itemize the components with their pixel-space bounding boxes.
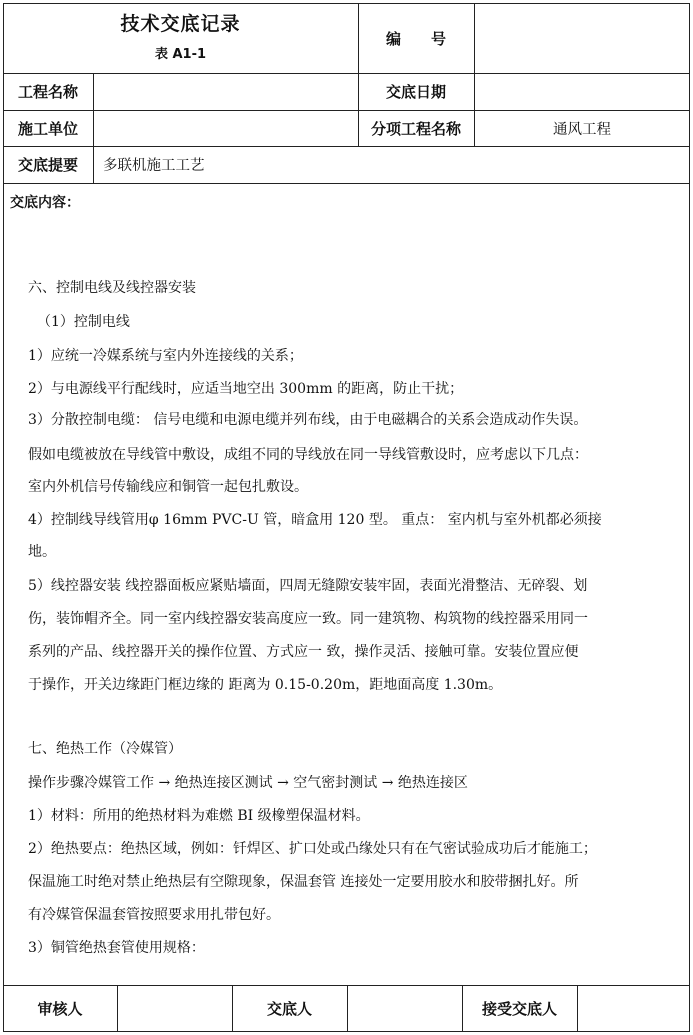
discloser-label: 交底人 [266,1000,312,1018]
form-code-cell [3,40,358,64]
content-line: 1）应统一冷媒系统与室内外连接线的关系； [28,348,303,364]
section-heading: 七、绝热工作（冷媒管） [28,741,182,757]
contractor-label: 施工单位 [17,119,78,138]
date-label-cell [358,73,474,110]
content-line: 地。 [28,544,56,560]
content-line: 2）与电源线平行配线时，应适当地空出 300mm 的距离，防止干扰； [28,381,464,397]
summary-value: 多联机施工工艺 [103,158,205,174]
content-line: 保温施工时绝对禁止绝热层有空隙现象，保温套管 连接处一定要用胶水和胶带捆扎好。所 [28,874,579,890]
reviewer-label-cell [3,985,117,1032]
content-line: 室内外机信号传输线应和铜管一起包扎敷设。 [28,479,308,495]
content-label: 交底内容： [10,195,80,211]
content-line: 5）线控器安装 线控器面板应紧贴墙面，四周无缝隙安装牢固，表面光滑整洁、无碎裂、划 [28,578,588,594]
row-divider [3,183,690,184]
subproject-label-cell [358,110,474,146]
receiver-label-cell [462,985,577,1032]
content-line: 3）分散控制电缆： 信号电缆和电源电缆并列布线，由于电磁耦合的关系会造成动作失误。 [28,412,588,428]
number-label-cell [358,3,474,73]
project-name-value-cell[interactable] [93,73,358,110]
subsection-heading: （1）控制电线 [37,314,130,330]
project-name-label-cell [3,73,93,110]
subproject-value-cell[interactable] [474,110,690,146]
summary-value-cell[interactable] [93,146,690,183]
number-value-cell[interactable] [474,3,690,73]
section-heading: 六、控制电线及线控器安装 [28,280,196,296]
form-code: 表 A1-1 [154,46,207,62]
project-name-label: 工程名称 [17,83,78,101]
reviewer-value-cell[interactable] [117,985,232,1032]
content-line: 于操作，开关边缘距门框边缘的 距离为 0.15-0.20m，距地面高度 1.30m。 [28,677,503,693]
content-line: 操作步骤冷媒管工作 → 绝热连接区测试 → 空气密封测试 → 绝热连接区 [28,775,468,791]
number-label: 编 号 [385,29,446,48]
receiver-label: 接受交底人 [481,1000,557,1018]
content-line: 3）铜管绝热套管使用规格： [28,940,205,956]
content-line: 伤，装饰帽齐全。同一室内线控器安装高度应一致。同一建筑物、构筑物的线控器采用同一 [28,611,588,627]
content-line: 4）控制线导线管用φ 16mm PVC-U 管，暗盒用 120 型。 重点： 室内机与室外机都必须接 [28,512,602,528]
contractor-label-cell [3,110,93,146]
discloser-value-cell[interactable] [347,985,462,1032]
date-value-cell[interactable] [474,73,690,110]
subproject-label: 分项工程名称 [370,119,461,138]
receiver-value-cell[interactable] [577,985,690,1032]
content-label-cell [10,190,210,214]
content-line: 2）绝热要点：绝热区域，例如：钎焊区、扩口处或凸缘处只有在气密试验成功后才能施工； [28,841,597,857]
content-line: 系列的产品、线控器开关的操作位置、方式应一 致，操作灵活、接触可靠。安装位置应便 [28,644,579,660]
reviewer-label: 审核人 [37,1000,83,1018]
content-line: 有冷媒管保温套管按照要求用扎带包好。 [28,907,280,923]
content-line: 假如电缆被放在导线管中敷设，成组不同的导线放在同一导线管敷设时，应考虑以下几点： [28,447,588,463]
summary-label-cell [3,146,93,183]
date-label: 交底日期 [385,83,446,101]
form-title: 技术交底记录 [120,12,241,35]
summary-label: 交底提要 [17,156,78,174]
form-title-cell [3,8,358,36]
content-line: 1）材料：所用的绝热材料为难燃 BI 级橡塑保温材料。 [28,808,370,824]
discloser-label-cell [232,985,347,1032]
contractor-value-cell[interactable] [93,110,358,146]
subproject-value: 通风工程 [553,121,611,138]
